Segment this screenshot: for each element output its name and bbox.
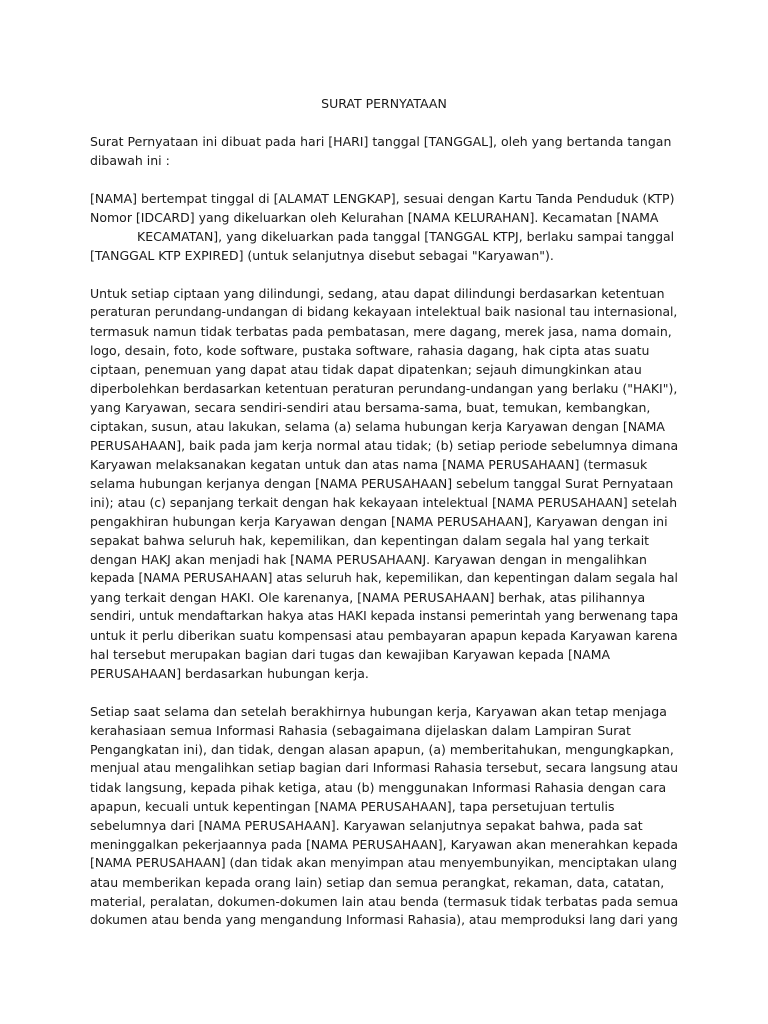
text-line: diperbolehkan berdasarkan ketentuan peraturan perundang-undangan yang berlaku ("HAKI"),	[90, 381, 678, 396]
text-line: [TANGGAL KTP EXPIRED] (untuk selanjutnya disebut sebagai "Karyawan").	[90, 248, 554, 263]
text-line: meninggalkan pekerjaannya pada [NAMA PERUSAHAAN], Karyawan akan menerahkan kepada	[90, 837, 679, 852]
text-line: Setiap saat selama dan setelah berakhirnya hubungan kerja, Karyawan akan tetap menjaga	[90, 704, 667, 719]
text-line: tidak langsung, kepada pihak ketiga, atau (b) menggunakan Informasi Rahasia dengan cara	[90, 780, 667, 795]
text-line: pengakhiran hubungan kerja Karyawan dengan [NAMA PERUSAHAAN], Karyawan dengan ini	[90, 514, 668, 529]
text-line: ciptakan, susun, atau lakukan, selama (a) selama hubungan kerja Karyawan dengan [NAMA	[90, 419, 665, 434]
paragraph-haki	[90, 284, 678, 683]
text-line: hal tersebut merupakan bagian dari tugas dan kewajiban Karyawan kepada [NAMA	[90, 647, 611, 662]
text-line: Untuk setiap ciptaan yang dilindungi, sedang, atau dapat dilindungi berdasarkan ketentuan	[90, 286, 665, 301]
text-line: Surat Pernyataan ini dibuat pada hari [HARI] tanggal [TANGGAL], oleh yang bertanda tangan	[90, 134, 672, 149]
text-line: ini); atau (c) sepanjang terkait dengan hak kekayaan intelektual [NAMA PERUSAHAAN] setelah	[90, 495, 678, 510]
text-line: apapun, kecuali untuk kepentingan [NAMA PERUSAHAAN], tapa persetujuan tertulis	[90, 799, 615, 814]
text-line: sendiri, untuk mendaftarkan hakya atas HAKI kepada instansi pemerintah yang berwenang tapa	[90, 609, 679, 623]
text-line: dibawah ini :	[90, 153, 170, 168]
text-line: kepada [NAMA PERUSAHAAN] atas seluruh hak, kepemilikan, dan kepentingan dalam segala hal	[90, 571, 678, 585]
text-line: [NAMA PERUSAHAAN] (dan tidak akan menyimpan atau menyembunyikan, menciptakan ulang	[90, 856, 678, 870]
paragraph-opening	[90, 132, 678, 170]
text-line: Nomor [IDCARD] yang dikeluarkan oleh Kelurahan [NAMA KELURAHAN]. Kecamatan [NAMA	[90, 210, 659, 225]
text-line: dokumen atau benda yang mengandung Informasi Rahasia), atau memproduksi lang dari yang	[90, 913, 679, 927]
text-line: dengan HAKJ akan menjadi hak [NAMA PERUSAHAANJ. Karyawan dengan in mengalihkan	[90, 552, 647, 567]
text-line: Karyawan melaksanakan kegatan untuk dan atas nama [NAMA PERUSAHAAN] (termasuk	[90, 457, 648, 472]
text-line: yang Karyawan, secara sendiri-sendiri atau bersama-sama, buat, temukan, kembangkan,	[90, 400, 651, 415]
text-line: peraturan perundang-undangan di bidang kekayaan intelektual baik nasional tau internasional,	[90, 305, 678, 319]
text-line: ciptaan, penemuan yang dapat atau tidak dapat dipatenkan; sejauh dimungkinkan atau	[90, 362, 642, 377]
text-line: [NAMA] bertempat tinggal di [ALAMAT LENGKAP], sesuai dengan Kartu Tanda Penduduk (KTP)	[90, 191, 675, 206]
paragraph-identity	[90, 189, 678, 265]
text-line: logo, desain, foto, kode software, pustaka software, rahasia dagang, hak cipta atas suatu	[90, 343, 650, 358]
text-line: menjual atau mengalihkan setiap bagian dari Informasi Rahasia tersebut, secara langsung atau	[90, 761, 679, 775]
text-line: PERUSAHAAN], baik pada jam kerja normal atau tidak; (b) setiap periode sebelumnya dimana	[90, 438, 679, 453]
text-line: yang terkait dengan HAKI. Ole karenanya, [NAMA PERUSAHAAN] berhak, atas pilihannya	[90, 590, 646, 605]
text-line: PERUSAHAAN] berdasarkan hubungan kerja.	[90, 666, 369, 681]
text-line: kerahasiaan semua Informasi Rahasia (sebagaimana dijelaskan dalam Lampiran Surat	[90, 723, 631, 738]
text-line: Pengangkatan ini), dan tidak, dengan alasan apapun, (a) memberitahukan, mengungkapkan,	[90, 742, 674, 757]
paragraph-confidentiality	[90, 702, 678, 930]
text-line: termasuk namun tidak terbatas pada pembatasan, mere dagang, merek jasa, nama domain,	[90, 324, 672, 339]
text-line: selama hubungan kerjanya dengan [NAMA PERUSAHAAN] sebelum tanggal Surat Pernyataan	[90, 476, 674, 491]
text-line: sebelumnya dari [NAMA PERUSAHAAN]. Karyawan selanjutnya sepakat bahwa, pada sat	[90, 818, 643, 833]
text-line: material, peralatan, dokumen-dokumen lain atau benda (termasuk tidak terbatas pada semua	[90, 894, 679, 909]
text-line: untuk it perlu diberikan suatu kompensasi atau pembayaran apapun kepada Karyawan karena	[90, 628, 678, 643]
text-line: atau memberikan kepada orang lain) setiap dan semua perangkat, rekaman, data, catatan,	[90, 875, 665, 890]
text-line: sepakat bahwa seluruh hak, kepemilikan, dan kepentingan dalam segala hal yang terkait	[90, 533, 650, 548]
text-line: KECAMATAN], yang dikeluarkan pada tanggal [TANGGAL KTPJ, berlaku sampai tanggal	[137, 229, 675, 244]
document-title: SURAT PERNYATAAN	[321, 96, 447, 111]
